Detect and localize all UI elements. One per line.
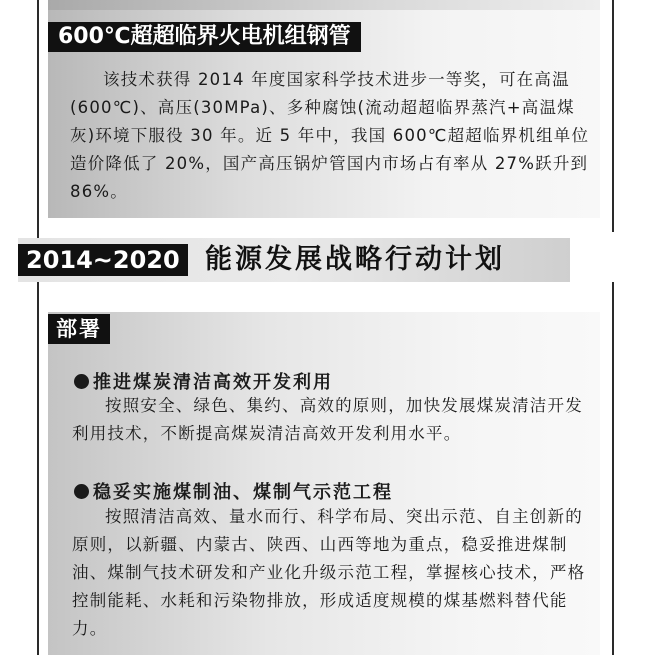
bullet-heading-coal xyxy=(74,368,333,394)
left-border-line xyxy=(37,0,39,655)
plan-year-tag: 2014~2020 xyxy=(18,244,188,276)
bullet-paragraph-coal xyxy=(72,392,592,448)
bullet-dot-icon xyxy=(74,484,89,499)
bullet-heading-text: 推进煤炭清洁高效开发利用 xyxy=(93,372,333,393)
achievement-text: 该技术获得 2014 年度国家科学技术进步一等奖，可在高温(600℃)、高压(30MPa)、多种腐蚀(流动超超临界蒸汽+高温煤灰)环境下服役 30 年。近 5 年中，我国 600℃超超临界机组单位造价降低了 20%，国产高压锅炉管国内市场占有率从 27%跃升到 86%。 xyxy=(70,70,590,201)
plan-title: 能源发展战略行动计划 xyxy=(205,244,505,275)
bullet-paragraph-coal-to-oil xyxy=(72,503,592,643)
section-tag-steel-pipe: 600℃超超临界火电机组钢管 xyxy=(48,22,361,52)
right-border-line-bottom xyxy=(612,282,614,655)
achievement-paragraph xyxy=(70,66,590,206)
deployment-tag: 部署 xyxy=(48,314,110,344)
right-border-line-top xyxy=(612,0,614,232)
bullet-body-text: 按照安全、绿色、集约、高效的原则，加快发展煤炭清洁开发利用技术，不断提高煤炭清洁高效开发利用水平。 xyxy=(72,396,583,443)
bullet-heading-coal-to-oil xyxy=(74,478,393,504)
panel-top-strip xyxy=(48,0,600,10)
bullet-heading-text: 稳妥实施煤制油、煤制气示范工程 xyxy=(93,482,393,503)
bullet-dot-icon xyxy=(74,374,89,389)
bullet-body-text: 按照清洁高效、量水而行、科学布局、突出示范、自主创新的原则，以新疆、内蒙古、陕西、山西等地为重点，稳妥推进煤制油、煤制气技术研发和产业化升级示范工程，掌握核心技术，严格控制能耗、水耗和污染物排放，形成适度规模的煤基燃料替代能力。 xyxy=(72,507,586,638)
